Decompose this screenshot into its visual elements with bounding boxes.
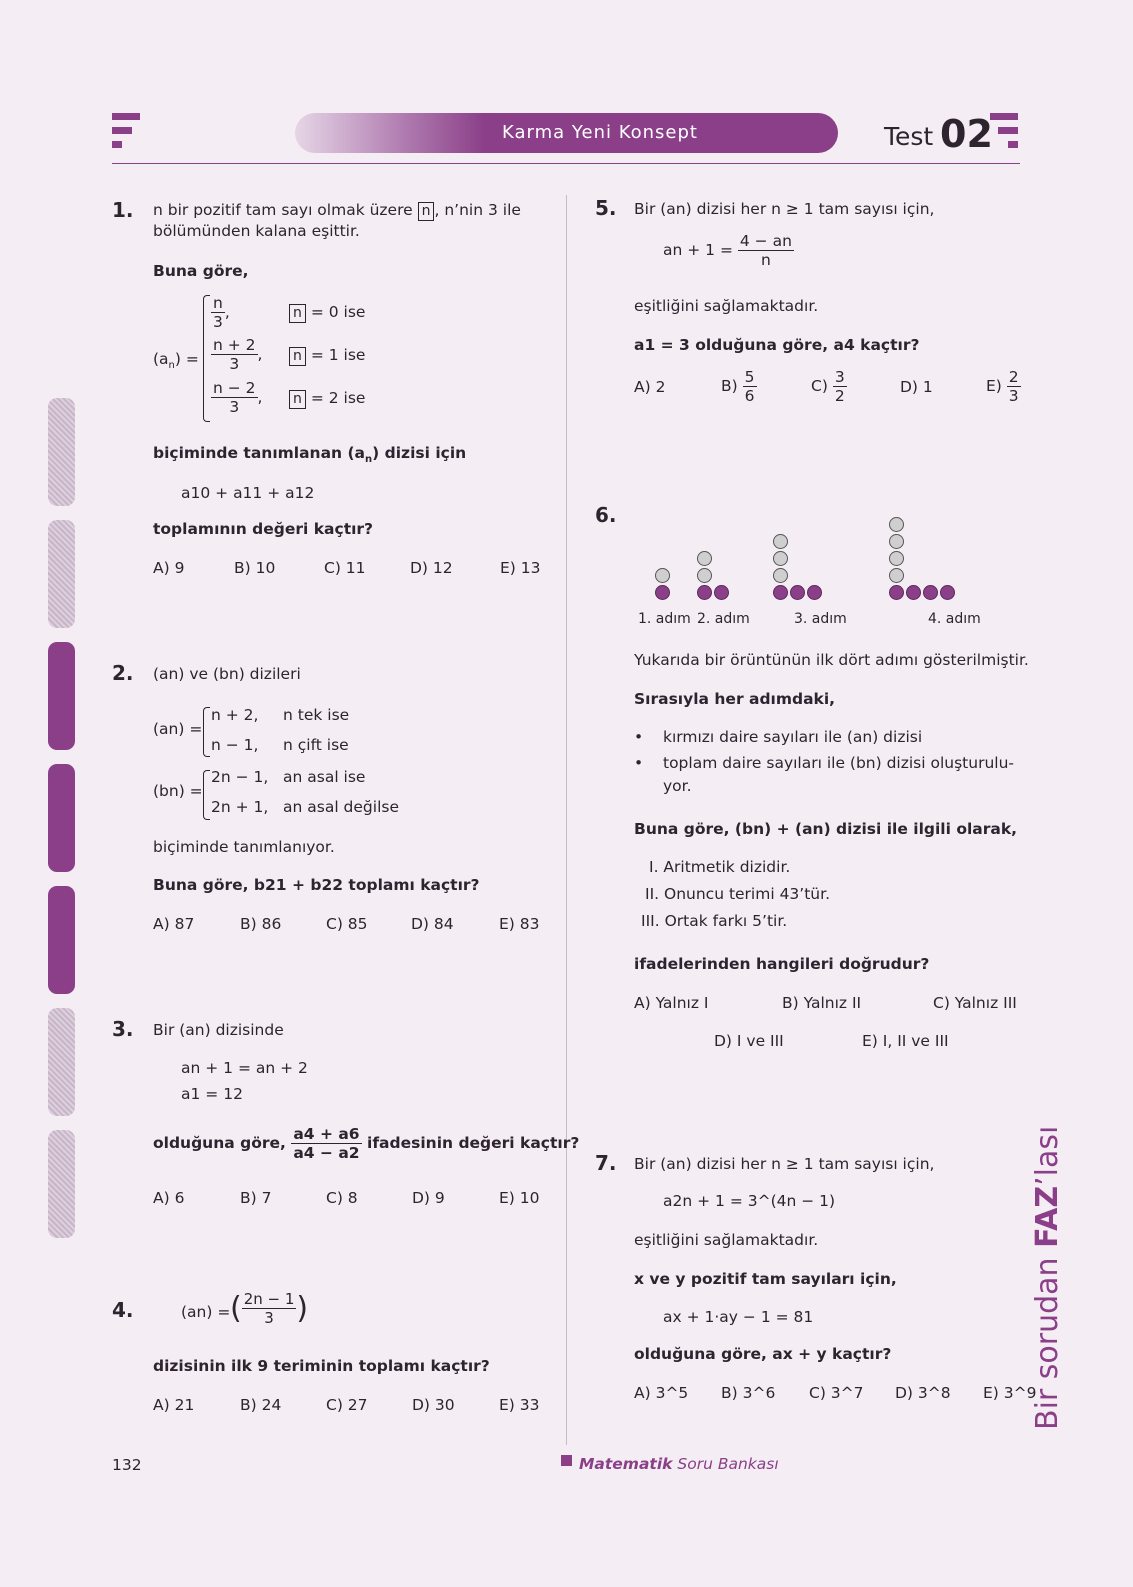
q6-option-b[interactable]: B) Yalnız II [782, 994, 862, 1012]
q1-cond1-text: = 0 ise [310, 303, 366, 321]
q5-option-a[interactable]: A) 2 [634, 378, 666, 396]
q1-lhs-a: (a [153, 350, 169, 368]
q6-bullet2b: yor. [663, 777, 692, 795]
q6-red-dot [697, 585, 712, 600]
q2-intro: (an) ve (bn) dizileri [153, 665, 301, 683]
q6-red-dot [655, 585, 670, 600]
q3-option-a[interactable]: A) 6 [153, 1189, 185, 1207]
q6-red-dot [923, 585, 938, 600]
q1-case2-num: n + 2 [213, 336, 256, 354]
q3-option-d[interactable]: D) 9 [412, 1189, 445, 1207]
q6-white-dot [889, 534, 904, 549]
q2-b-case2-cond: an asal değilse [283, 798, 399, 816]
q6-option-d[interactable]: D) I ve III [714, 1032, 784, 1050]
q1-option-d[interactable]: D) 12 [410, 559, 453, 577]
q6-step-1: 1. adım [638, 611, 691, 627]
test-label: Test [884, 122, 934, 151]
q1-sum: a10 + a11 + a12 [181, 484, 315, 502]
q3-question [153, 1125, 579, 1162]
q1-case-3: $\frac{n - 2}{3}$ , [213, 379, 263, 416]
q3-question-b: ifadesinin değeri kaçtır? [367, 1134, 580, 1152]
q2-question: Buna göre, b21 + b22 toplamı kaçtır? [153, 876, 480, 894]
q5-after: eşitliğini sağlamaktadır. [634, 297, 819, 315]
q3-rule2: a1 = 12 [181, 1085, 243, 1103]
q6-white-dot [889, 568, 904, 583]
q7-after: eşitliğini sağlamaktadır. [634, 1231, 819, 1249]
q6-red-dot [714, 585, 729, 600]
q1-cond2-box: n [289, 347, 306, 366]
side-text-b: FAZ [1030, 1185, 1065, 1248]
q3-frac-num: a4 + a6 [293, 1125, 360, 1143]
q4-question: dizisinin ilk 9 teriminin toplamı kaçtır? [153, 1357, 490, 1375]
q6-step-4: 4. adım [928, 611, 981, 627]
q6-white-dot [773, 534, 788, 549]
q5-lhs: an + 1 = [663, 241, 733, 259]
corner-bar-left-3 [112, 141, 122, 148]
q1-cond1-box: n [289, 304, 306, 323]
q6-white-dot [697, 568, 712, 583]
q7-intro: Bir (an) dizisi her n ≥ 1 tam sayısı için, [634, 1155, 935, 1173]
q6-item-2: II. Onuncu terimi 43’tür. [645, 885, 830, 903]
q6-white-dot [889, 551, 904, 566]
q4-frac: ( $\frac{2n - 1}{3}$ ) [230, 1290, 309, 1327]
q2-b-lhs: (bn) = [153, 782, 203, 800]
q5-option-b-den: 6 [744, 387, 755, 405]
q1-after-sub: n [365, 454, 373, 466]
q1-case-2: $\frac{n + 2}{3}$ , [213, 336, 263, 373]
q6-red-dot [906, 585, 921, 600]
side-tab-2 [48, 520, 75, 628]
footer-book-rest: Soru Bankası [672, 1455, 779, 1473]
column-divider [566, 195, 567, 1445]
q6-white-dot [655, 568, 670, 583]
q7-option-e[interactable]: E) 3^9 [983, 1384, 1037, 1402]
q1-number: 1. [112, 198, 134, 222]
q5-option-e-den: 3 [1008, 387, 1019, 405]
q6-red-dot [790, 585, 805, 600]
q1-option-b[interactable]: B) 10 [234, 559, 276, 577]
side-tab-5 [48, 886, 75, 994]
corner-bar-right-2 [998, 127, 1018, 134]
q5-option-c-den: 2 [834, 387, 845, 405]
q1-after-b: ) dizisi için [372, 444, 467, 462]
q3-option-e[interactable]: E) 10 [499, 1189, 540, 1207]
header-title: Karma Yeni Konsept [502, 122, 698, 143]
page-number: 132 [112, 1456, 142, 1474]
q1-lhs [153, 350, 199, 371]
q6-white-dot [773, 551, 788, 566]
q2-a-case1-cond: n tek ise [283, 706, 350, 724]
q5-option-b-label: B) [721, 377, 738, 395]
q2-b-case2-expr: 2n + 1, [211, 798, 269, 816]
q6-red-dot [807, 585, 822, 600]
q6-bullet1-mark: • [634, 728, 644, 746]
footer-book-bold: Matematik [579, 1455, 673, 1473]
q2-a-case1-expr: n + 2, [211, 706, 259, 724]
q7-rule: a2n + 1 = 3^(4n − 1) [663, 1192, 836, 1210]
q1-brace [203, 295, 210, 422]
q6-bullet2-mark: • [634, 754, 644, 772]
q7-question: olduğuna göre, ax + y kaçtır? [634, 1345, 892, 1363]
footer-square-icon [561, 1455, 572, 1466]
q2-a-case2-cond: n çift ise [283, 736, 349, 754]
q6-bullet2a: toplam daire sayıları ile (bn) dizisi oluşturulu- [663, 754, 1014, 772]
q6-step-3: 3. adım [794, 611, 847, 627]
header-divider [112, 163, 1020, 164]
q1-cond-3 [289, 389, 365, 409]
q4-lhs: (an) = [181, 1303, 231, 1321]
q6-item-3: III. Ortak farkı 5’tir. [641, 912, 788, 930]
q1-case3-den: 3 [229, 398, 240, 416]
q4-option-c[interactable]: C) 27 [326, 1396, 368, 1414]
q1-option-c[interactable]: C) 11 [324, 559, 366, 577]
q2-option-d[interactable]: D) 84 [411, 915, 454, 933]
q7-number: 7. [595, 1151, 617, 1175]
q4-frac-num: 2n − 1 [243, 1290, 295, 1308]
q6-question: Buna göre, (bn) + (an) dizisi ile ilgili olarak, [634, 820, 1018, 838]
q4-option-b[interactable]: B) 24 [240, 1396, 282, 1414]
q5-intro: Bir (an) dizisi her n ≥ 1 tam sayısı için, [634, 200, 935, 218]
q6-option-e[interactable]: E) I, II ve III [862, 1032, 949, 1050]
q2-a-brace [203, 707, 210, 757]
q6-red-dot [773, 585, 788, 600]
q5-option-d[interactable]: D) 1 [900, 378, 933, 396]
q6-option-a[interactable]: A) Yalnız I [634, 994, 709, 1012]
q3-question-a: olduğuna göre, [153, 1134, 286, 1152]
side-tab-7 [48, 1130, 75, 1238]
q6-number: 6. [595, 503, 617, 527]
corner-bar-left-1 [112, 113, 140, 120]
q1-question: toplamının değeri kaçtır? [153, 520, 374, 538]
q1-case3-num: n − 2 [213, 379, 256, 397]
q1-option-e[interactable]: E) 13 [500, 559, 541, 577]
side-text-c: ’lası [1030, 1125, 1065, 1186]
q6-white-dot [697, 551, 712, 566]
q2-option-a[interactable]: A) 87 [153, 915, 195, 933]
q1-box: n [418, 202, 435, 221]
q1-case2-den: 3 [229, 355, 240, 373]
q5-rule [663, 232, 794, 269]
side-tab-3 [48, 642, 75, 750]
q3-number: 3. [112, 1017, 134, 1041]
q6-white-dot [773, 568, 788, 583]
q4-option-d[interactable]: D) 30 [412, 1396, 455, 1414]
q5-option-e-label: E) [986, 377, 1002, 395]
q7-option-a[interactable]: A) 3^5 [634, 1384, 689, 1402]
q1-cond-1 [289, 303, 365, 323]
q5-option-e[interactable] [986, 368, 1021, 405]
corner-bar-right-3 [1008, 141, 1018, 148]
q1-lhs-end: ) = [174, 350, 199, 368]
corner-bar-right-1 [990, 113, 1018, 120]
q5-option-e-num: 2 [1008, 368, 1019, 386]
q6-bullet1: kırmızı daire sayıları ile (an) dizisi [663, 728, 923, 746]
q1-case-1: $\frac{n}{3}$ , [212, 294, 230, 331]
q1-line2: bölümünden kalana eşittir. [153, 222, 360, 240]
q3-intro: Bir (an) dizisinde [153, 1021, 284, 1039]
q5-option-c-num: 3 [834, 368, 845, 386]
q3-option-c[interactable]: C) 8 [326, 1189, 358, 1207]
q5-option-b[interactable] [721, 368, 757, 405]
q7-eq: ax + 1·ay − 1 = 81 [663, 1308, 814, 1326]
q7-option-d[interactable]: D) 3^8 [895, 1384, 951, 1402]
q3-frac-den: a4 − a2 [293, 1144, 360, 1162]
q2-b-brace [203, 770, 210, 820]
q6-question2: ifadelerinden hangileri doğrudur? [634, 955, 930, 973]
q3-option-b[interactable]: B) 7 [240, 1189, 272, 1207]
q5-question: a1 = 3 olduğuna göre, a4 kaçtır? [634, 336, 920, 354]
q4-frac-den: 3 [264, 1309, 274, 1327]
q3-rule1: an + 1 = an + 2 [181, 1059, 308, 1077]
q2-after: biçiminde tanımlanıyor. [153, 838, 335, 856]
test-number: 02 [940, 112, 993, 156]
q6-red-dot [889, 585, 904, 600]
footer-book [579, 1455, 779, 1473]
q1-option-a[interactable]: A) 9 [153, 559, 185, 577]
q5-frac-den: n [760, 251, 771, 269]
q1-after [153, 444, 466, 465]
q1-case1-num: n [213, 294, 223, 312]
q6-desc: Yukarıda bir örüntünün ilk dört adımı gösterilmiştir. [634, 651, 1029, 669]
q4-option-e[interactable]: E) 33 [499, 1396, 540, 1414]
q5-frac-num: 4 − an [739, 232, 792, 250]
q2-b-case1-cond: an asal ise [283, 768, 366, 786]
side-vertical-text [1030, 1126, 1065, 1430]
q6-step-2: 2. adım [697, 611, 750, 627]
q7-option-b[interactable]: B) 3^6 [721, 1384, 776, 1402]
q2-b-case1-expr: 2n − 1, [211, 768, 269, 786]
q1-case1-den: 3 [212, 313, 223, 331]
q6-red-dot [940, 585, 955, 600]
q1-line1a: n bir pozitif tam sayı olmak üzere [153, 201, 413, 219]
q5-option-c-label: C) [811, 377, 828, 395]
q6-item-1: I. Aritmetik dizidir. [649, 858, 791, 876]
q6-white-dot [889, 517, 904, 532]
corner-bar-left-2 [112, 127, 132, 134]
q1-after-a: biçiminde tanımlanan (a [153, 444, 366, 462]
q4-option-a[interactable]: A) 21 [153, 1396, 195, 1414]
q5-option-b-num: 5 [744, 368, 755, 386]
q4-number: 4. [112, 1298, 134, 1322]
q2-a-lhs: (an) = [153, 720, 203, 738]
q1-lhs-sub: n [168, 360, 175, 372]
side-tab-4 [48, 764, 75, 872]
q1-prompt: Buna göre, [153, 262, 249, 280]
q2-option-b[interactable]: B) 86 [240, 915, 282, 933]
q1-line1b: , n’nin 3 ile [434, 201, 521, 219]
q5-number: 5. [595, 196, 617, 220]
q5-option-c[interactable] [811, 368, 847, 405]
q1-cond3-box: n [289, 390, 306, 409]
side-text-a: Bir sorudan [1030, 1247, 1065, 1430]
q2-option-c[interactable]: C) 85 [326, 915, 368, 933]
q1-line1 [153, 201, 521, 221]
q2-number: 2. [112, 661, 134, 685]
q6-option-c[interactable]: C) Yalnız III [933, 994, 1017, 1012]
q2-a-case2-expr: n − 1, [211, 736, 259, 754]
side-tab-6 [48, 1008, 75, 1116]
q1-cond3-text: = 2 ise [310, 389, 366, 407]
side-tab-1 [48, 398, 75, 506]
q2-option-e[interactable]: E) 83 [499, 915, 540, 933]
q7-option-c[interactable]: C) 3^7 [809, 1384, 864, 1402]
q6-prompt: Sırasıyla her adımdaki, [634, 690, 836, 708]
q1-cond2-text: = 1 ise [310, 346, 366, 364]
q1-cond-2 [289, 346, 365, 366]
q7-cond: x ve y pozitif tam sayıları için, [634, 1270, 897, 1288]
